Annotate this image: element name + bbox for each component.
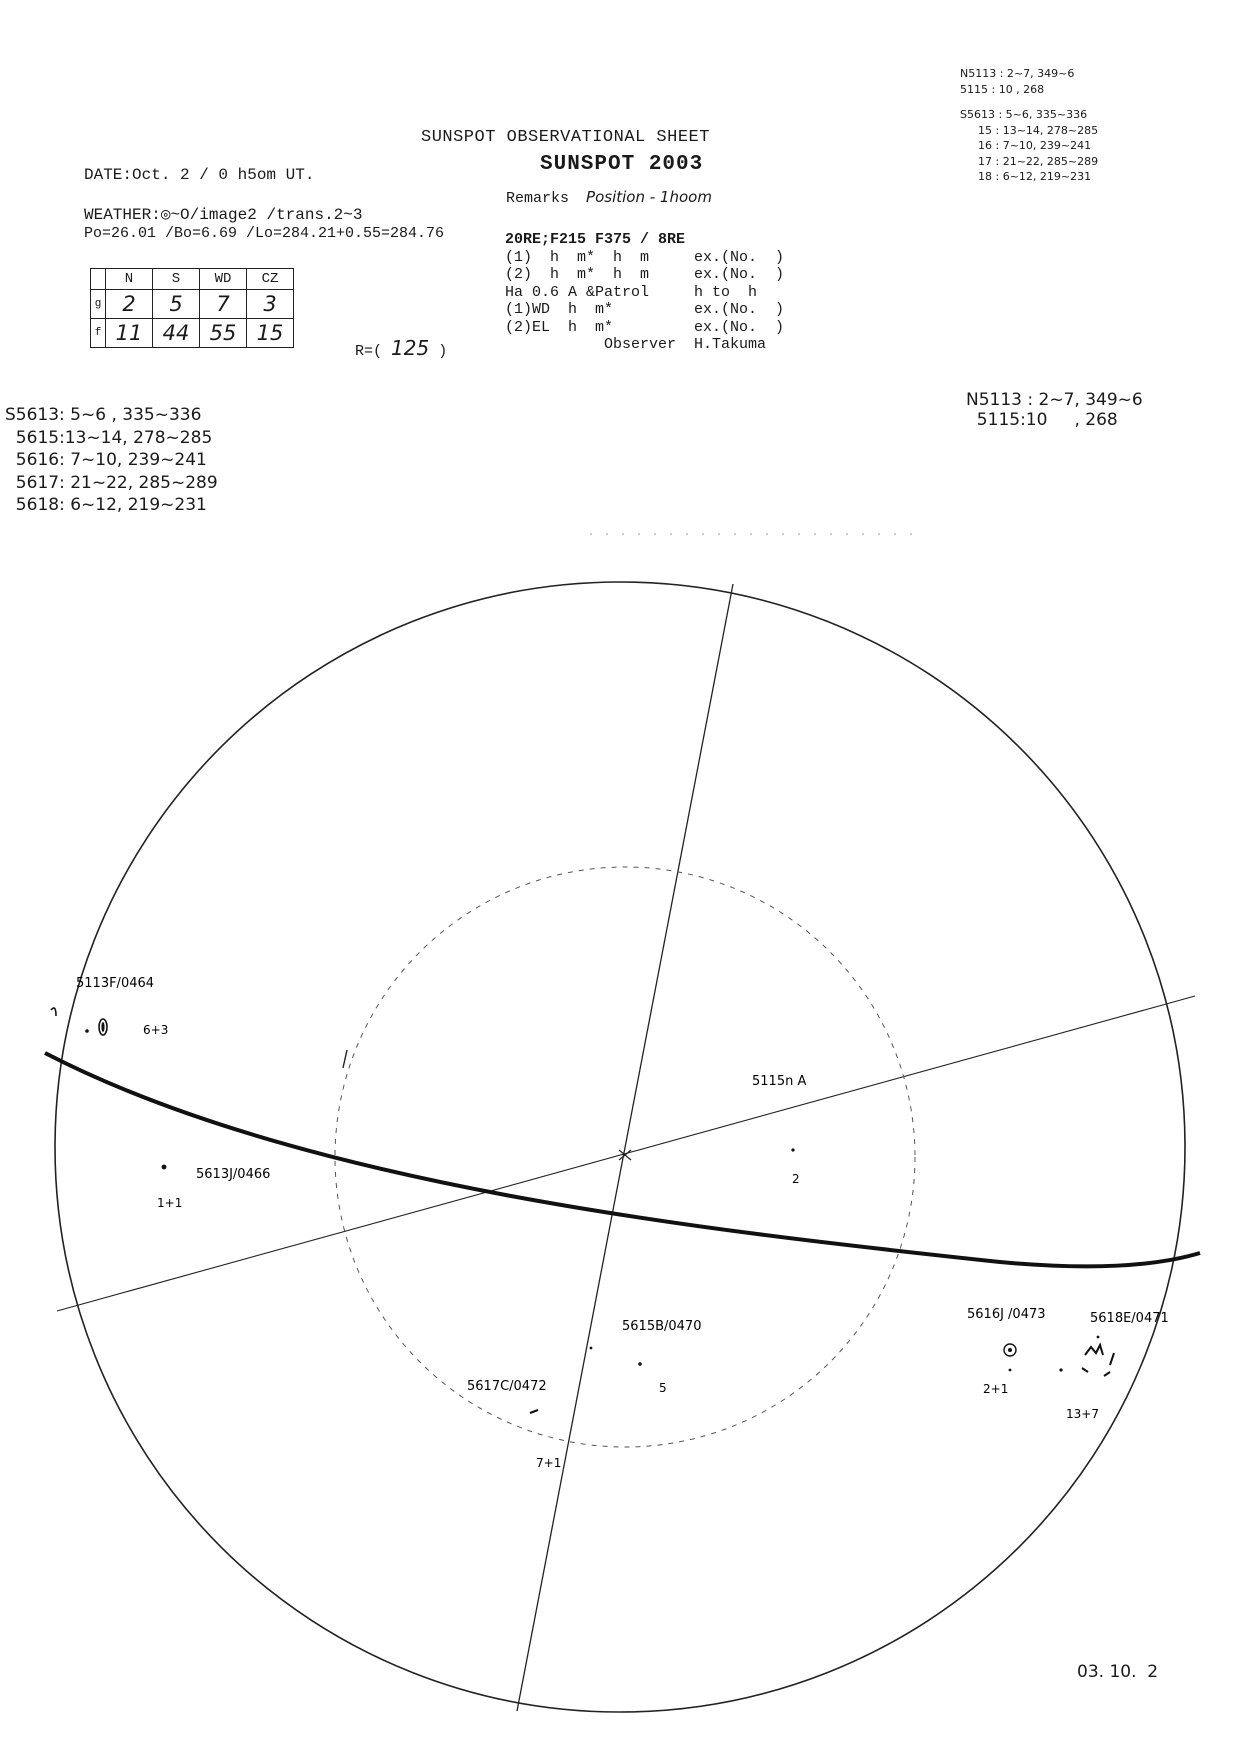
date-field: DATE:Oct. 2 / 0 h5om UT. — [84, 166, 315, 184]
label-5615: 5615B/0470 — [622, 1319, 702, 1334]
note-line: 5616: 7~10, 239~241 — [5, 450, 207, 470]
note-line: S5613: 5~6 , 335~336 — [5, 405, 202, 425]
note-line: 5115 : 10 , 268 — [960, 82, 1045, 96]
count-5617: 7+1 — [536, 1456, 562, 1470]
label-5113: 5113F/0464 — [76, 976, 155, 991]
r-label: R=( — [355, 343, 383, 360]
el-line: (2)EL h m* ex.(No. ) — [505, 318, 785, 336]
sunspot-group-5113 — [51, 1008, 107, 1035]
note-line: N5113 : 2~7, 349~6 — [960, 67, 1075, 80]
sunspot-mark — [101, 1022, 104, 1032]
exposure-line-2: (2) h m* h m ex.(No. ) — [505, 266, 785, 283]
sunspot-mark-5115 — [791, 1148, 794, 1151]
r-value: 125 — [391, 336, 430, 360]
inner-disk-circle — [335, 867, 915, 1447]
count-5615: 5 — [659, 1381, 667, 1395]
table-cell: 7 — [200, 290, 247, 319]
inner-circle-tick — [343, 1050, 347, 1068]
label-5617: 5617C/0472 — [467, 1379, 547, 1394]
table-cell: 5 — [153, 290, 200, 319]
label-5616: 5616J /0473 — [967, 1307, 1046, 1322]
sunspot-mark — [1059, 1368, 1062, 1371]
sunspot-group-5618 — [1059, 1336, 1114, 1376]
header-s: S — [153, 269, 200, 290]
sunspot-mark — [1009, 1369, 1012, 1372]
note-line: 17 : 21~22, 285~289 — [978, 154, 1099, 168]
weather-field: WEATHER:◎~O/image2 /trans.2~3 — [84, 206, 363, 224]
table-cell: 3 — [247, 290, 294, 319]
table-cell: 11 — [106, 319, 153, 348]
sunspot-mark-5615 — [638, 1362, 642, 1366]
note-line: 5618: 6~12, 219~231 — [5, 495, 207, 515]
halpha-line: Ha 0.6 A &Patrol h to h — [505, 283, 758, 301]
sheet-title: SUNSPOT OBSERVATIONAL SHEET — [421, 128, 710, 147]
sunspot-mark — [51, 1008, 56, 1016]
sunspot-group-5616 — [1004, 1344, 1016, 1371]
ns-axis-line — [517, 584, 733, 1711]
wd-line: (1)WD h m* ex.(No. ) — [505, 301, 785, 318]
note-line: S5613 : 5~6, 335~336 — [960, 108, 1088, 121]
table-cell: 55 — [200, 319, 247, 348]
note-line: 5617: 21~22, 285~289 — [5, 472, 218, 493]
table-cell: 15 — [247, 319, 294, 348]
note-line: 5615:13~14, 278~285 — [5, 427, 213, 448]
table-cell: 2 — [106, 290, 153, 319]
exposure-line-1: (1) h m* h m ex.(No. ) — [505, 248, 785, 266]
note-line: 18 : 6~12, 219~231 — [978, 170, 1092, 183]
note-line: 16 : 7~10, 239~241 — [978, 139, 1092, 152]
sunspot-mark — [85, 1029, 89, 1033]
sunspot-mark — [1082, 1353, 1114, 1376]
sunspot-mark-5617 — [530, 1410, 538, 1413]
count-5115: 2 — [792, 1172, 800, 1186]
sunspot-mark-5615 — [590, 1347, 593, 1350]
header-n: N — [106, 269, 153, 290]
sunspot-mark-5613 — [162, 1165, 167, 1170]
note-line: 5115:10 , 268 — [966, 410, 1118, 430]
label-5613: 5613J/0466 — [196, 1167, 271, 1182]
count-5616: 2+1 — [983, 1382, 1009, 1396]
label-5618: 5618E/0471 — [1090, 1311, 1169, 1326]
sheet-subtitle: SUNSPOT 2003 — [540, 153, 704, 176]
label-5115: 5115n A — [752, 1074, 807, 1089]
sunspot-mark — [1097, 1336, 1100, 1339]
remarks-label: Remarks — [506, 190, 570, 207]
table-cell: 44 — [153, 319, 200, 348]
footer-date: 03. 10. 2 — [1077, 1662, 1159, 1682]
row-label: f — [91, 319, 106, 348]
header-wd: WD — [200, 269, 247, 290]
instrument-line: 20RE;F215 F375 / 8RE — [505, 231, 686, 248]
orientation-parameters: Po=26.01 /Bo=6.69 /Lo=284.21+0.55=284.76 — [84, 225, 445, 242]
count-5613: 1+1 — [157, 1196, 183, 1210]
remarks-value: Position - 1hoom — [586, 188, 712, 206]
note-line: 15 : 13~14, 278~285 — [978, 123, 1099, 137]
r-close: ) — [438, 343, 448, 360]
header-cz: CZ — [247, 269, 294, 290]
observer-line: Observer H.Takuma — [505, 336, 767, 353]
sunspot-mark — [1085, 1345, 1103, 1355]
sunspot-mark — [1008, 1348, 1012, 1352]
count-5618: 13+7 — [1066, 1407, 1099, 1421]
note-line: N5113 : 2~7, 349~6 — [966, 390, 1143, 410]
count-5113: 6+3 — [143, 1023, 169, 1037]
solar-disk-limb — [55, 582, 1185, 1712]
row-label: g — [91, 290, 106, 319]
